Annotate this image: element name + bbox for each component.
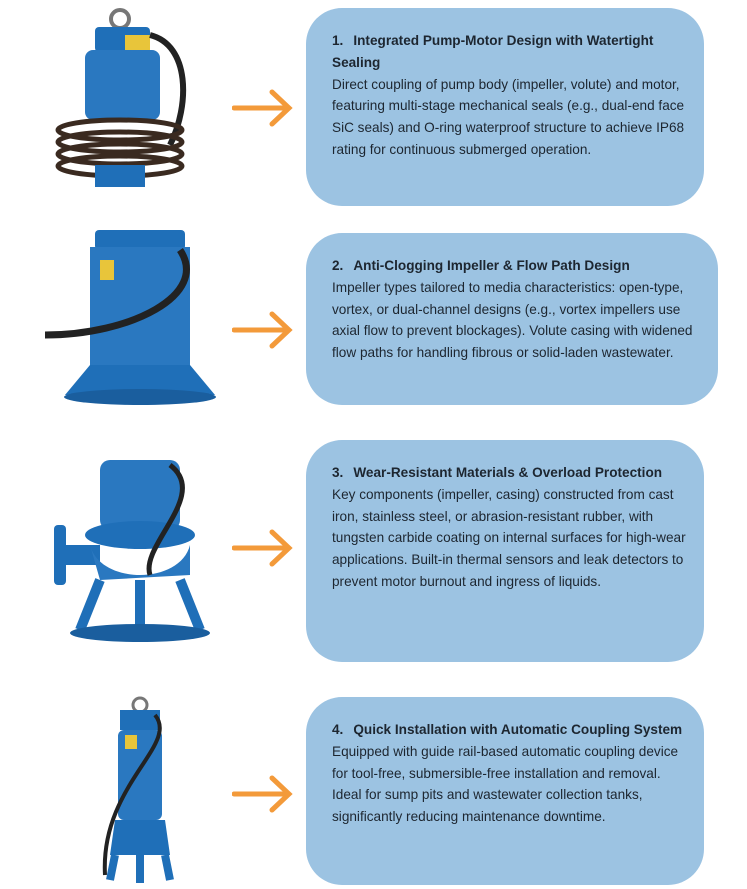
feature-title: 1. Integrated Pump-Motor Design with Watertight Sealing — [332, 33, 654, 70]
arrow-right-icon — [232, 528, 294, 568]
feature-body: Key components (impeller, casing) constructed from cast iron, stainless steel, or abrasion-resistant rubber, with tungsten carbide coating on internal surfaces for high-wear applications. Built-in thermal sensors and leak detectors to prevent motor burnout and ingress of liquids. — [332, 486, 686, 589]
feature-card-2 — [306, 233, 718, 405]
feature-card-3 — [306, 440, 704, 662]
feature-card-4 — [306, 697, 704, 885]
feature-body: Equipped with guide rail-based automatic coupling device for tool-free, submersible-free installation and removal. Ideal for sump pits and wastewater collection tanks, significantly reducing maintenance downtime. — [332, 743, 679, 825]
pump-image-2 — [40, 225, 220, 415]
arrow-right-icon — [232, 774, 294, 814]
feature-body: Direct coupling of pump body (impeller, volute) and motor, featuring multi-stage mechanical seals (e.g., dual-end face SiC seals) and O-ring waterproof structure to achieve IP68 rating for continuous submerged operation. — [332, 76, 685, 157]
arrow-right-icon — [232, 88, 294, 128]
pump-image-4 — [40, 695, 220, 885]
feature-title: 4. Quick Installation with Automatic Coupling System — [332, 722, 683, 737]
feature-body: Impeller types tailored to media characteristics: open-type, vortex, or dual-channel designs (e.g., vortex impellers use axial flow to prevent blockages). Volute casing with widened flow paths for handling fibrous or solid-laden wastewater. — [332, 279, 693, 361]
feature-title: 2. Anti-Clogging Impeller & Flow Path Design — [332, 258, 630, 273]
feature-card-1 — [306, 8, 704, 206]
feature-title: 3. Wear-Resistant Materials & Overload Protection — [332, 465, 663, 480]
pump-image-1 — [40, 5, 220, 195]
arrow-right-icon — [232, 310, 294, 350]
pump-image-3 — [40, 455, 220, 645]
